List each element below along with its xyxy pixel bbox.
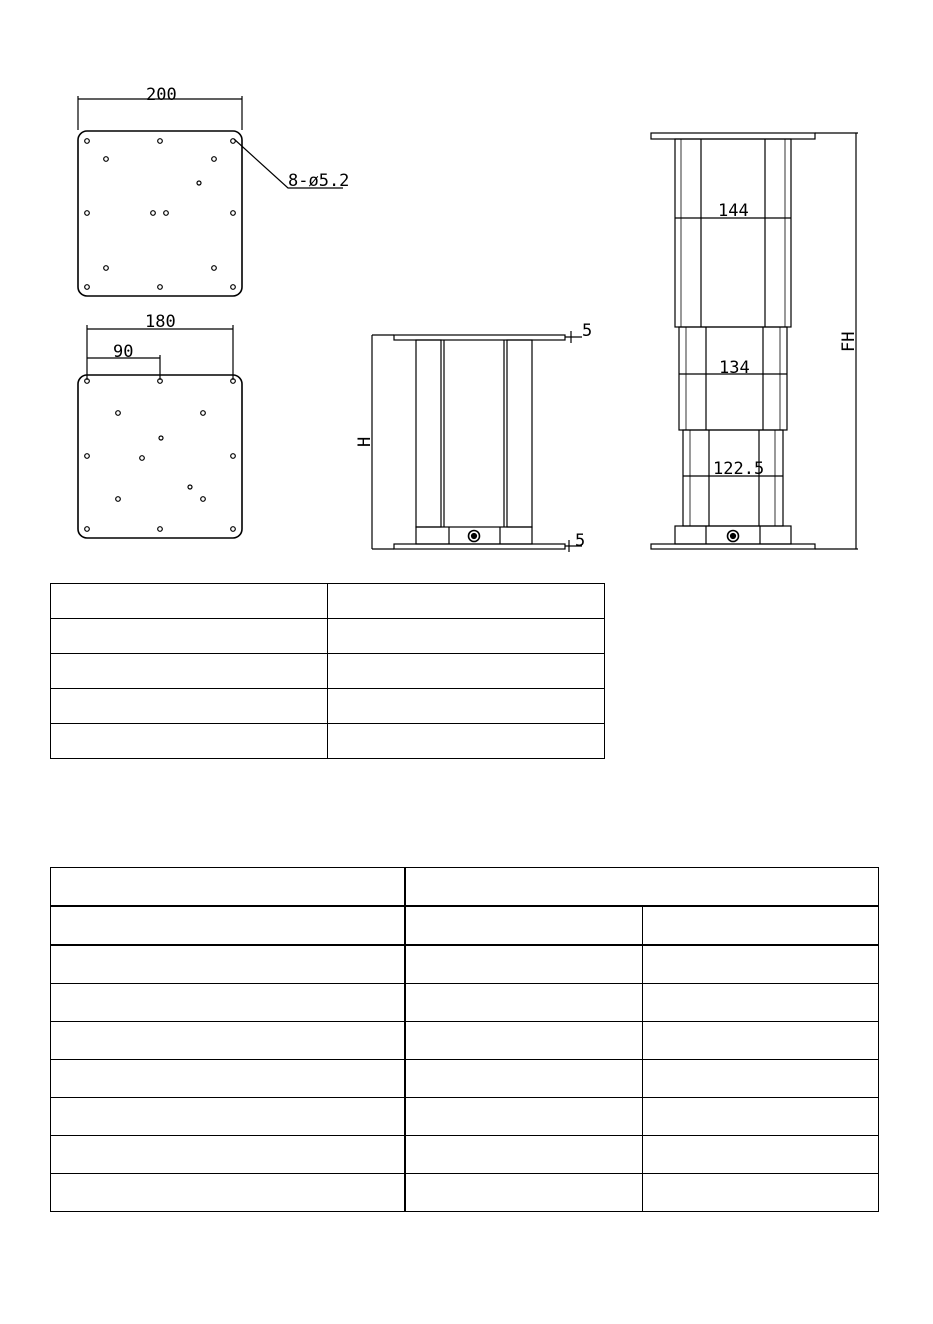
dim-stage-3-width: 122.5 [713,459,765,479]
table-cell [51,619,328,654]
side-view-retracted [372,331,582,552]
table-cell [328,619,605,654]
table-row [51,1060,879,1098]
table-cell [51,724,328,759]
dim-full-height: FH [839,331,859,352]
technical-drawing [0,0,933,580]
table-cell [405,1174,643,1212]
table-cell [51,584,328,619]
side-view-extended [651,133,858,549]
table-cell [405,1136,643,1174]
table-cell [51,1098,406,1136]
table-row [51,619,605,654]
table-cell [405,945,643,984]
table-cell [51,984,406,1022]
dim-side-height: H [355,436,375,447]
dim-bottom-plate-half: 90 [113,342,134,362]
dim-side-bottom-thickness: 5 [575,531,586,551]
table-cell [643,1174,879,1212]
table-cell [643,1022,879,1060]
table-cell [643,984,879,1022]
dim-top-plate-width: 200 [146,85,177,105]
table-cell [643,1136,879,1174]
table-cell [405,1060,643,1098]
table-cell [51,906,406,945]
bottom-plate-view [78,325,242,538]
table-cell [51,1174,406,1212]
table-cell [643,1060,879,1098]
table-cell [643,1098,879,1136]
table-cell [643,945,879,984]
table-row [51,689,605,724]
dim-top-plate-holes: 8-ø5.2 [288,171,350,191]
dim-stage-2-width: 134 [719,358,750,378]
dim-side-top-thickness: 5 [582,321,593,341]
table-row [51,584,605,619]
table-row [51,1174,879,1212]
table-row [51,724,605,759]
table-header-row [51,868,879,907]
table-row [51,654,605,689]
table-cell [51,945,406,984]
table-row [51,1022,879,1060]
top-plate-view [78,96,343,296]
table-row [51,1098,879,1136]
table-cell [51,868,406,907]
table-row [51,1136,879,1174]
table-cell [405,868,879,907]
dim-stage-1-width: 144 [718,201,749,221]
table-cell [51,689,328,724]
table-cell [328,584,605,619]
load-table [50,867,879,1212]
spec-table [50,583,605,759]
table-cell [51,1060,406,1098]
table-cell [328,654,605,689]
table-cell [405,1098,643,1136]
table-cell [405,906,643,945]
table-cell [405,1022,643,1060]
table-cell [643,906,879,945]
table-row [51,945,879,984]
table-cell [405,984,643,1022]
table-cell [51,654,328,689]
table-cell [51,1136,406,1174]
table-row [51,984,879,1022]
table-cell [328,689,605,724]
table-cell [328,724,605,759]
table-header-row [51,906,879,945]
table-cell [51,1022,406,1060]
dim-bottom-plate-width: 180 [145,312,176,332]
